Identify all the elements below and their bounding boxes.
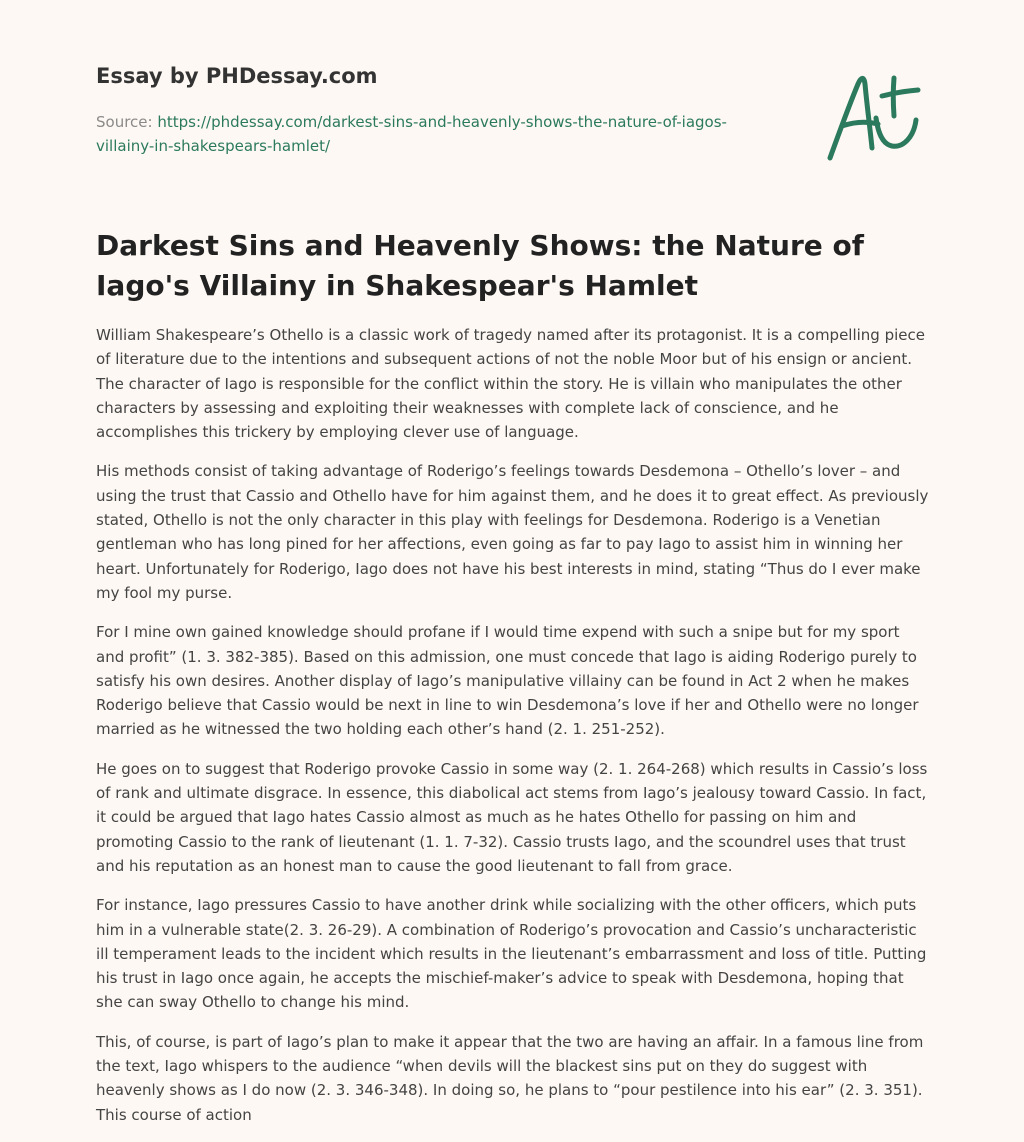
paragraph: His methods consist of taking advantage of Roderigo’s feelings towards Desdemona – Othello’s lover – and using the trust that Cassio and Othello have for him against them, and he does it to great effect. As previously stated, Othello is not the only character in this play with feelings for Desdemona. Roderigo is a Venetian gentleman who has long pined for her affections, even going as far to pay Iago to assist him in winning her heart. Unfortunately for Roderigo, Iago does not have his best interests in mind, stating “Thus do I ever make my fool my purse. xyxy=(96,462,929,602)
source-line xyxy=(96,110,756,158)
paragraph: For instance, Iago pressures Cassio to have another drink while socializing with the other officers, which puts him in a vulnerable state(2. 3. 26-29). A combination of Roderigo’s provocation and Cassio’s uncharacteristic ill temperament leads to the incident which results in the lieutenant’s embarrassment and loss of title. Putting his trust in Iago once again, he accepts the mischief-maker’s advice to speak with Desdemona, hoping that she can sway Othello to change his mind. xyxy=(96,896,927,1012)
a-plus-logo-icon xyxy=(820,66,930,166)
source-label: Source: xyxy=(96,113,158,131)
site-title: Essay by PHDessay.com xyxy=(96,64,378,88)
paragraph: William Shakespeare’s Othello is a classic work of tragedy named after its protagonist. It is a compelling piece of literature due to the intentions and subsequent actions of not the noble Moor but of his ensign or ancient. The character of Iago is responsible for the conflict within the story. He is villain who manipulates the other characters by assessing and exploiting their weaknesses with complete lack of conscience, and he accomplishes this trickery by employing clever use of language. xyxy=(96,326,925,442)
source-link[interactable]: https://phdessay.com/darkest-sins-and-heavenly-shows-the-nature-of-iagos-villainy-in-shakespears-hamlet/ xyxy=(96,113,727,155)
paragraph: He goes on to suggest that Roderigo provoke Cassio in some way (2. 1. 264-268) which results in Cassio’s loss of rank and ultimate disgrace. In essence, this diabolical act stems from Iago’s jealousy toward Cassio. In fact, it could be argued that Iago hates Cassio almost as much as he hates Othello for passing on him and promoting Cassio to the rank of lieutenant (1. 1. 7-32). Cassio trusts Iago, and the scoundrel uses that trust and his reputation as an honest man to cause the good lieutenant to fall from grace. xyxy=(96,759,928,875)
article-body xyxy=(96,323,932,1142)
article-title: Darkest Sins and Heavenly Shows: the Nature of Iago's Villainy in Shakespear's Hamlet xyxy=(96,229,864,302)
paragraph: For I mine own gained knowledge should profane if I would time expend with such a snipe but for my sport and profit” (1. 3. 382-385). Based on this admission, one must concede that Iago is aiding Roderigo purely to satisfy his own desires. Another display of Iago’s manipulative villainy can be found in Act 2 when he makes Roderigo believe that Cassio would be next in line to win Desdemona’s love if her and Othello were no longer married as he witnessed the two holding each other’s hand (2. 1. 251-252). xyxy=(96,623,919,739)
paragraph: This, of course, is part of Iago’s plan to make it appear that the two are having an affair. In a famous line from the text, Iago whispers to the audience “when devils will the blackest sins put on they do suggest with heavenly shows as I do now (2. 3. 346-348). In doing so, he plans to “pour pestilence into his ear” (2. 3. 351). This course of action xyxy=(96,1032,924,1124)
